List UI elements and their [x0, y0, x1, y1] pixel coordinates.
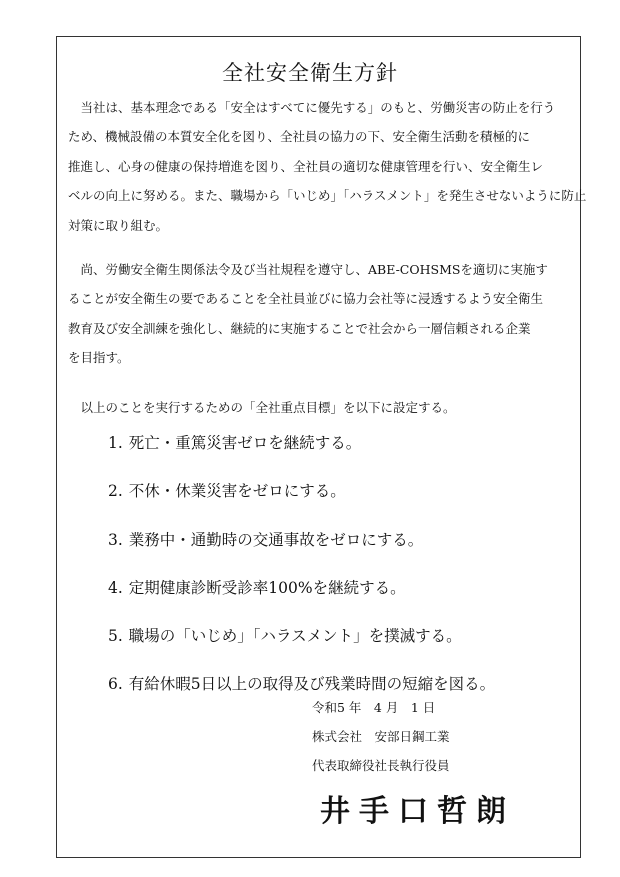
document-title: 全社安全衛生方針	[222, 61, 398, 85]
goal-item	[108, 621, 495, 669]
goal-text: 定期健康診断受診率100%を継続する。	[128, 578, 406, 597]
goal-text: 死亡・重篤災害ゼロを継続する。	[128, 434, 362, 452]
paragraph-line: ため、機械設備の本質安全化を図り、全社員の協力の下、安全衛生活動を積極的に	[68, 129, 531, 145]
paragraph-line: 推進し、心身の健康の保持増進を図り、全社員の適切な健康管理を行い、安全衛生レ	[68, 158, 544, 174]
paragraph-line: 対策に取り組む。	[68, 217, 169, 233]
paragraph-line: ることが安全衛生の要であることを全社員並びに協力会社等に浸透するよう安全衛生	[68, 291, 544, 307]
paragraph-line: 当社は、基本理念である「安全はすべてに優先する」のもと、労働災害の防止を行う	[68, 100, 556, 115]
goal-number: 5.	[108, 627, 123, 646]
policy-paragraph-1	[68, 93, 586, 240]
paragraph-line: ベルの向上に努める。また、職場から「いじめ」「ハラスメント」を発生させないように防止	[68, 188, 587, 204]
goal-number: 3.	[108, 530, 123, 549]
goals-list	[108, 428, 495, 718]
goals-intro: 以上のことを実行するための「全社重点目標」を以下に設定する。	[68, 400, 456, 415]
goal-item	[108, 476, 495, 524]
issue-date: 令和5 年 4 月 1 日	[312, 700, 436, 715]
goal-item	[108, 525, 495, 573]
company-name: 株式会社 安部日鋼工業	[312, 729, 450, 744]
paragraph-line: を目指す。	[68, 350, 130, 366]
goal-item	[108, 428, 495, 476]
paragraph-line: 教育及び安全訓練を強化し、継続的に実施することで社会から一層信頼される企業	[68, 320, 531, 336]
goal-number: 6.	[108, 675, 123, 694]
goal-number: 1.	[108, 434, 123, 452]
goal-text: 不休・休業災害をゼロにする。	[128, 482, 346, 501]
goal-number: 2.	[108, 482, 123, 501]
policy-paragraph-2	[68, 255, 548, 373]
paragraph-line: 尚、労働安全衛生関係法令及び当社規程を遵守し、ABE-COHSMSを適切に実施す	[68, 262, 548, 277]
signatory-title: 代表取締役社長執行役員	[312, 758, 450, 773]
goal-text: 有給休暇5日以上の取得及び残業時間の短縮を図る。	[128, 675, 496, 694]
goal-number: 4.	[108, 578, 123, 597]
goal-text: 業務中・通勤時の交通事故をゼロにする。	[128, 530, 424, 549]
goal-text: 職場の「いじめ」「ハラスメント」を撲滅する。	[128, 627, 462, 646]
signatory-block	[312, 693, 450, 780]
goal-item	[108, 573, 495, 621]
handwritten-signature: 井手口哲朗	[320, 794, 515, 829]
